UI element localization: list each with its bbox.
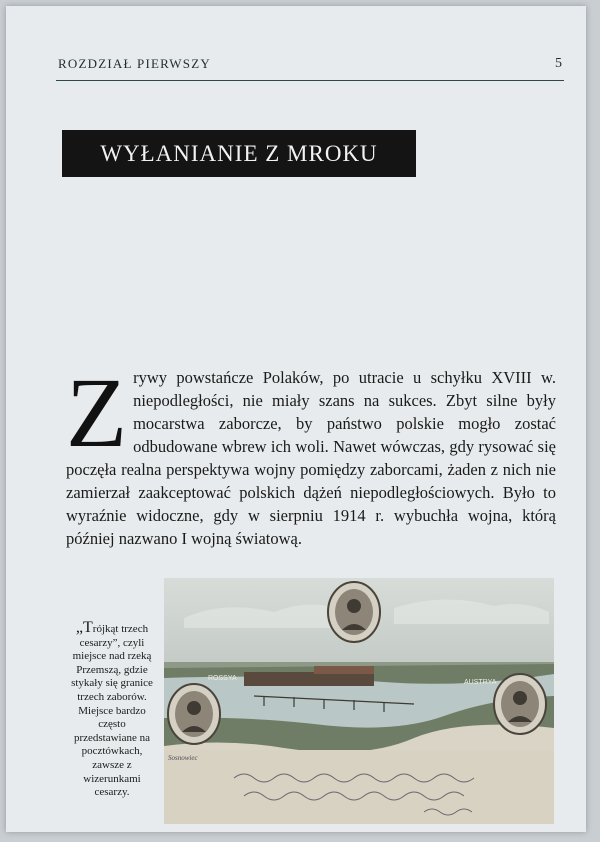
label-rossya: ROSSYA <box>208 675 237 682</box>
book-page <box>6 6 586 832</box>
portrait-medallion-right <box>494 674 546 734</box>
caption-text: rójkąt trzech cesarzy”, czyli miejsce nad rzeką Przemszą, gdzie stykały się granice trzech zaborów. Miejsce bardzo często przedstawiane na pocztówkach, zawsze z wizerunkami cesarzy. <box>71 623 153 799</box>
body-text: rywy powstańcze Polaków, po utracie u schyłku XVIII w. niepodległości, nie miały szans na sukces. Zbyt silne były mocarstwa zaborcze, by państwo polskie mogło zostać odbudowane wbrew ich woli. Nawet wówczas, gdy rysować się poczęła realna perspektywa wojny pomiędzy zaborcami, żaden z nich nie zamierzał zaakceptować polskich dążeń niepodległościowych. Było to wyraźnie widoczne, gdy w sierpniu 1914 r. wybuchła wojna, którą później nazwano I wojną światową. <box>66 368 556 548</box>
portrait-medallion-left <box>168 684 220 744</box>
label-austrya: AUSTRYA <box>464 679 497 686</box>
section-title-text: WYŁANIANIE Z MROKU <box>100 140 378 166</box>
portrait-medallion-top <box>328 582 380 642</box>
page-number: 5 <box>555 56 562 71</box>
chapter-heading: ROZDZIAŁ PIERWSZY <box>58 56 211 71</box>
section-title <box>62 130 416 177</box>
caption-quote-open: „T <box>75 619 93 636</box>
buildings <box>244 672 374 686</box>
body-paragraph <box>66 357 556 550</box>
label-sosnowiec: Sosnowiec <box>168 754 198 762</box>
drop-cap: Z <box>66 357 128 468</box>
postcard-photo <box>164 578 554 824</box>
postcard-illustration <box>164 578 554 824</box>
writing-area <box>164 750 554 824</box>
photo-caption <box>66 621 158 800</box>
page-header <box>56 50 564 81</box>
